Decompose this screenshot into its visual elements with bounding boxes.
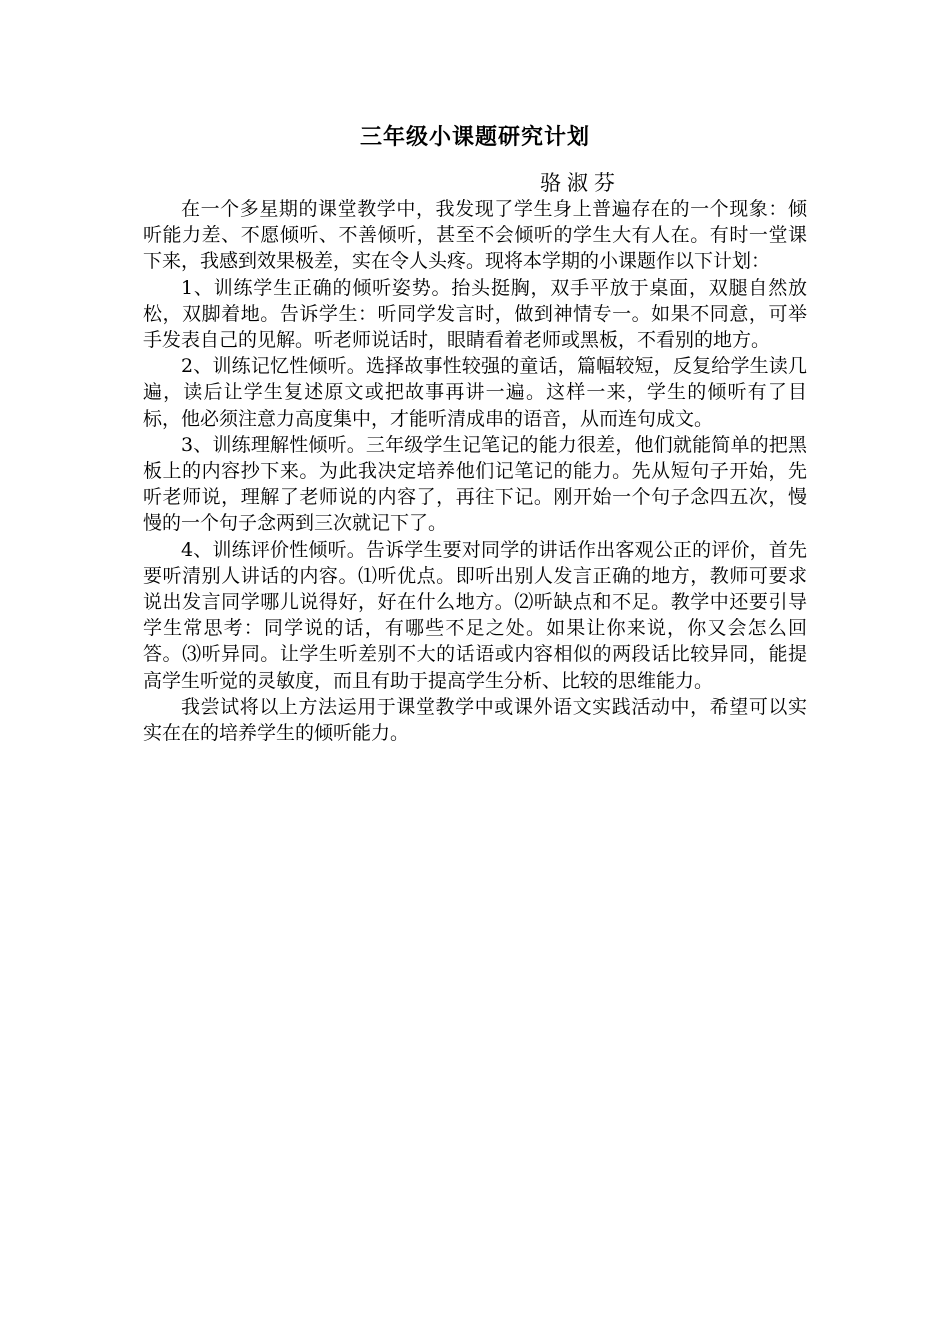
paragraph-intro: 在一个多星期的课堂教学中，我发现了学生身上普遍存在的一个现象：倾听能力差、不愿倾听、不善倾听，甚至不会倾听的学生大有人在。有时一堂课下来，我感到效果极差，实在令人头疼。现将本学期的小课题作以下计划： (143, 198, 807, 273)
document-author: 骆淑芬 (540, 171, 621, 195)
paragraph-item-4: 4、训练评价性倾听。告诉学生要对同学的讲话作出客观公正的评价，首先要听清别人讲话的内容。⑴听优点。即听出别人发言正确的地方，教师可要求说出发言同学哪儿说得好，好在什么地方。⑵听缺点和不足。教学中还要引导学生常思考：同学说的话，有哪些不足之处。如果让你来说，你又会怎么回答。⑶听异同。让学生听差别不大的话语或内容相似的两段话比较异同，能提高学生听觉的灵敏度，而且有助于提高学生分析、比较的思维能力。 (143, 538, 807, 692)
paragraph-item-1: 1、训练学生正确的倾听姿势。抬头挺胸，双手平放于桌面，双腿自然放松，双脚着地。告诉学生：听同学发言时，做到神情专一。如果不同意，可举手发表自己的见解。听老师说话时，眼睛看着老师或黑板，不看别的地方。 (143, 276, 807, 352)
paragraph-conclusion: 我尝试将以上方法运用于课堂教学中或课外语文实践活动中，希望可以实实在在的培养学生的倾听能力。 (143, 695, 807, 745)
document-body (143, 196, 807, 746)
paragraph-item-2: 2、训练记忆性倾听。选择故事性较强的童话，篇幅较短，反复给学生读几遍，读后让学生复述原文或把故事再讲一遍。这样一来，学生的倾听有了目标，他必须注意力高度集中，才能听清成串的语音，从而连句成文。 (143, 355, 807, 430)
paragraph-item-3: 3、训练理解性倾听。三年级学生记笔记的能力很差，他们就能简单的把黑板上的内容抄下来。为此我决定培养他们记笔记的能力。先从短句子开始，先听老师说，理解了老师说的内容了，再往下记。刚开始一个句子念四五次，慢慢的一个句子念两到三次就记下了。 (143, 433, 807, 535)
document-title: 三年级小课题研究计划 (359, 125, 590, 150)
